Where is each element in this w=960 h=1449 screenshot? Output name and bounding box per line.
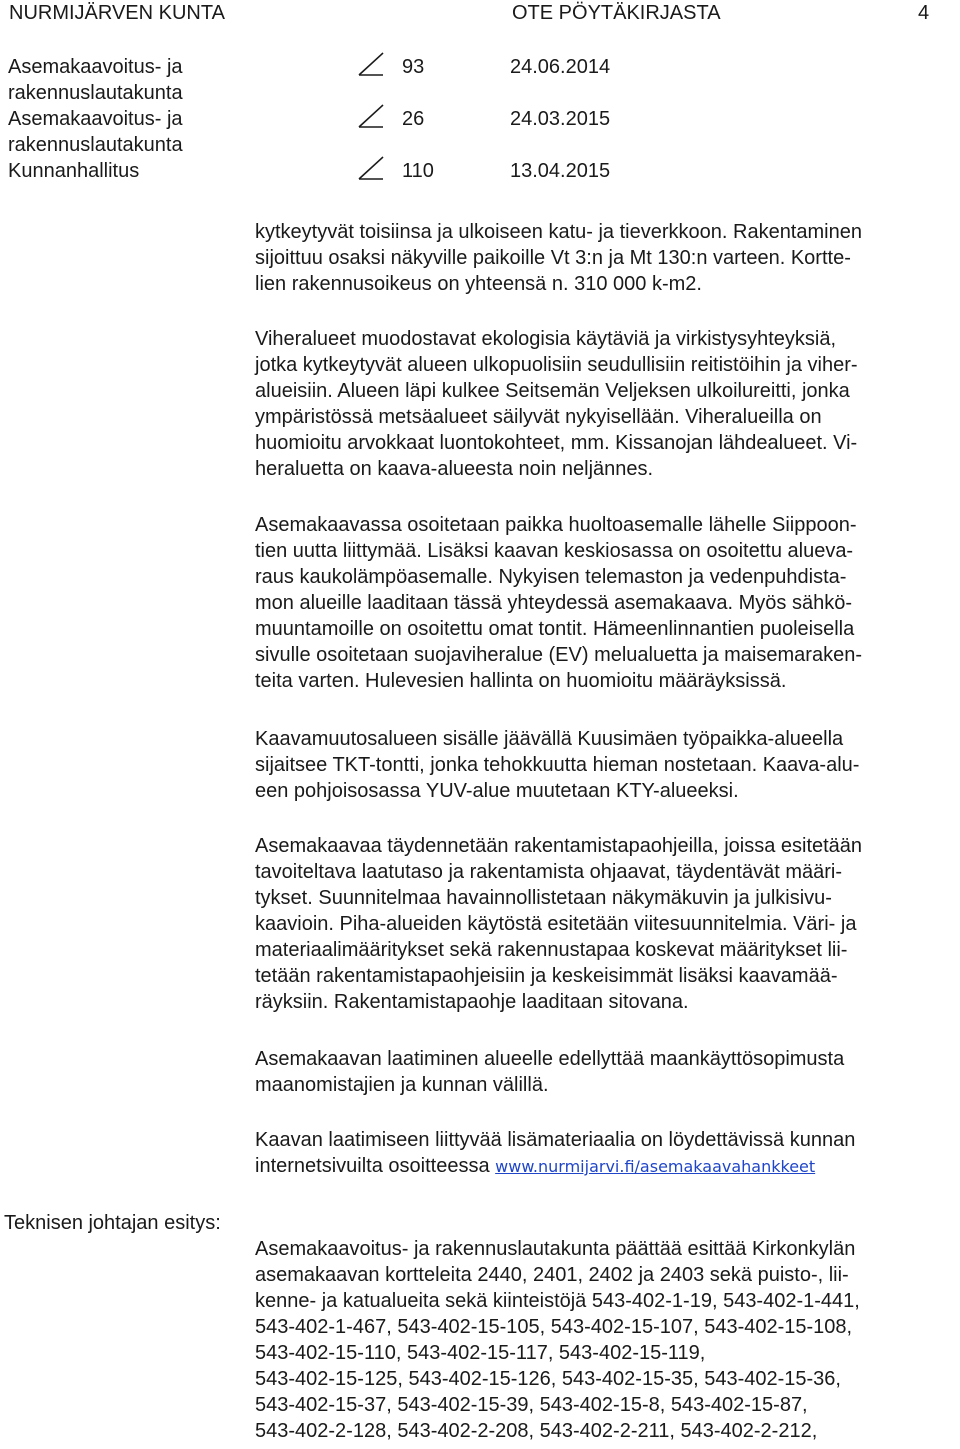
meeting-marker-icon — [357, 52, 387, 82]
meeting-number: 93 — [402, 56, 425, 78]
text-line: lien rakennusoikeus on yhteensä n. 310 000 k-m2. — [255, 273, 702, 295]
meeting-org-line2: rakennuslautakunta — [8, 82, 183, 104]
text-line: 543-402-1-467, 543-402-15-105, 543-402-15-107, 543-402-15-108, — [255, 1316, 853, 1338]
text-line: Asemakaavassa osoitetaan paikka huoltoasemalle lähelle Siippoon- — [255, 514, 857, 536]
text-line: materiaalimääritykset sekä rakennustapaa koskevat määritykset lii- — [255, 939, 848, 961]
text-line: sijaitsee TKT-tontti, jonka tehokkuutta hieman nostetaan. Kaava-alu- — [255, 754, 860, 776]
text-fragment: internetsivuilta osoitteessa — [255, 1155, 496, 1177]
text-line: kenne- ja katualueita sekä kiinteistöjä 543-402-1-19, 543-402-1-441, — [255, 1290, 860, 1312]
text-line: tavoiteltava laatutaso ja rakentamista ohjaavat, täydentävät määri- — [255, 861, 842, 883]
text-line: Kaavan laatimiseen liittyvää lisämateriaalia on löydettävissä kunnan — [255, 1129, 856, 1151]
text-line: raus kaukolämpöasemalle. Nykyisen telemaston ja vedenpuhdista- — [255, 566, 847, 588]
text-line: teita varten. Hulevesien hallinta on huomioitu määräyksissä. — [255, 670, 787, 692]
meeting-date: 24.03.2015 — [510, 108, 611, 130]
text-line: tykset. Suunnitelmaa havainnollistetaan näkymäkuvin ja julkisivu- — [255, 887, 832, 909]
meeting-marker-icon — [357, 104, 387, 134]
document-type: OTE PÖYTÄKIRJASTA — [512, 2, 721, 24]
text-line: maanomistajien ja kunnan välillä. — [255, 1074, 549, 1096]
text-line: mon alueille laaditaan tässä yhteydessä asemakaava. Myös sähkö- — [255, 592, 852, 614]
text-line: sijoittuu osaksi näkyville paikoille Vt 3:n ja Mt 130:n varteen. Kortte- — [255, 247, 851, 269]
meeting-org-line2: rakennuslautakunta — [8, 134, 183, 156]
text-line: kaavioin. Piha-alueiden käytöstä esitetään viitesuunnitelmia. Väri- ja — [255, 913, 857, 935]
meeting-date: 24.06.2014 — [510, 56, 611, 78]
text-line: asemakaavan kortteleita 2440, 2401, 2402 ja 2403 sekä puisto-, lii- — [255, 1264, 849, 1286]
text-line: sivulle osoitetaan suojaviheralue (EV) melualuetta ja maisemaraken- — [255, 644, 862, 666]
text-line: Viheralueet muodostavat ekologisia käytäviä ja virkistysyhteyksiä, — [255, 328, 837, 350]
text-line: Asemakaavoitus- ja rakennuslautakunta päättää esittää Kirkonkylän — [255, 1238, 856, 1260]
text-line: Kaavamuutosalueen sisälle jäävällä Kuusimäen työpaikka-alueella — [255, 728, 844, 750]
text-line: 543-402-2-128, 543-402-2-208, 543-402-2-211, 543-402-2-212, — [255, 1420, 818, 1442]
text-line: een pohjoisosassa YUV-alue muutetaan KTY-alueeksi. — [255, 780, 739, 802]
text-line: huomioitu arvokkaat luontokohteet, mm. Kissanojan lähdealueet. Vi- — [255, 432, 858, 454]
meeting-org-line1: Asemakaavoitus- ja — [8, 56, 183, 78]
text-line: muuntamoille on osoitettu omat tontit. Hämeenlinnantien puoleisella — [255, 618, 855, 640]
meeting-number: 26 — [402, 108, 425, 130]
meeting-marker-icon — [357, 156, 387, 186]
text-line — [255, 1153, 815, 1180]
text-line: kytkeytyvät toisiinsa ja ulkoiseen katu- ja tieverkkoon. Rakentaminen — [255, 221, 862, 243]
meeting-date: 13.04.2015 — [510, 160, 611, 182]
municipality-name: NURMIJÄRVEN KUNTA — [9, 2, 225, 24]
text-line: 543-402-15-110, 543-402-15-117, 543-402-15-119, — [255, 1342, 706, 1364]
text-line: ympäristössä metsäalueet säilyvät nykyisellään. Viheralueilla on — [255, 406, 822, 428]
text-line: jotka kytkeytyvät alueen ulkopuolisiin seudullisiin reitistöihin ja viher- — [255, 354, 858, 376]
meeting-org-line1: Asemakaavoitus- ja — [8, 108, 183, 130]
text-line: alueisiin. Alueen läpi kulkee Seitsemän Veljeksen ulkoilureitti, jonka — [255, 380, 850, 402]
text-line: räyksiin. Rakentamistapaohje laaditaan sitovana. — [255, 991, 689, 1013]
text-line: Asemakaavaa täydennetään rakentamistapaohjeilla, joissa esitetään — [255, 835, 863, 857]
text-line: tetään rakentamistapaohjeisiin ja keskeisimmät lisäksi kaavamää- — [255, 965, 838, 987]
text-line: 543-402-15-37, 543-402-15-39, 543-402-15-8, 543-402-15-87, — [255, 1394, 808, 1416]
meeting-number: 110 — [402, 160, 434, 182]
page-number: 4 — [918, 2, 930, 24]
proposal-label: Teknisen johtajan esitys: — [4, 1212, 221, 1234]
text-line: 543-402-15-125, 543-402-15-126, 543-402-15-35, 543-402-15-36, — [255, 1368, 841, 1390]
website-link[interactable]: www.nurmijarvi.fi/asemakaavahankkeet — [495, 1157, 816, 1176]
text-line: heraluetta on kaava-alueesta noin neljännes. — [255, 458, 654, 480]
meeting-org-line1: Kunnanhallitus — [8, 160, 140, 182]
text-line: tien uutta liittymää. Lisäksi kaavan keskiosassa on osoitettu alueva- — [255, 540, 854, 562]
text-line: Asemakaavan laatiminen alueelle edellyttää maankäyttösopimusta — [255, 1048, 845, 1070]
